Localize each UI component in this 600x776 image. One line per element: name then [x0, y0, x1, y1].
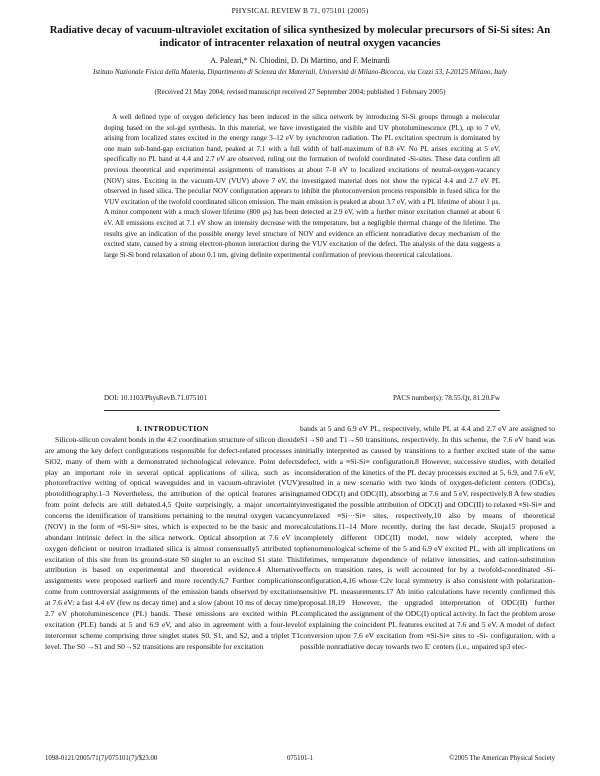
doi-link[interactable]: DOI: 10.1103/PhysRevB.71.075101 [104, 394, 207, 402]
pacs-numbers: PACS number(s): 78.55.Qr, 81.20.Fw [392, 394, 500, 402]
footer-issn: 1098-0121/2005/71(7)/075101(7)/$23.00 [45, 755, 158, 762]
abstract: A well defined type of oxygen deficiency has been induced in the silica network by introducing Si-Si groups through a molecular doping based on the sol-gel synthesis. In this material, we have investigated the visible and UV photoluminescence (PL), up to 7 eV, arising from localized states excited in the energy range 3–12 eV by synchrotron radiation. The PL excitation spectrum is dominated by one main sub-band-gap excitation band, peaked at 7.1 with a full width of half-maximum of 0.8 eV. No PL arises exciting at 5 eV, specifically no PL band at 4.4 and 2.7 eV are observed, ruling out the formation of twofold coordinated -Si-sites. These data confirm all previous theoretical and experimental assignments of transitions at about 7–8 eV to localized excitations of neutral-oxygen-vacancy (NOV) sites. Exciting in the vacuum-UV (VUV) above 7 eV, the investigated material does not show the typical 4.4 and 2.7 eV PL observed in fused silica. The peculiar NOV configuration appears to inhibit the photoconversion process responsible in fused silica for the VUV excitation of the twofold coordinated silicon emission. The main emission is peaked at about 3.7 eV, with a PL lifetime of about 1 μs. A minor component with a much slower lifetime (800 μs) has been detected at 2.9 eV, with a further minor excitation channel at about 6 eV. All emissions excited at 7.1 eV show an intensity decrease with the temperature, but a negligible thermal change of the lifetime. The results give an indication of the possible energy level structure of NOV and evidence an efficient nonradiative decay mechanism of the excited state, caused by a strong electron-phonon interaction during the VUV excitation of the defect. The analysis of the data suggests a large Si-Si bond relaxation of about 0.1 nm, giving definite experimental confirmation of previous theoretical calculations. [104, 113, 500, 259]
footer-copyright: ©2005 The American Physical Society [449, 755, 555, 762]
author-list: A. Paleari,* N. Chiodini, D. Di Martino, and F. Meinardi [210, 56, 390, 65]
right-column-text: bands at 5 and 6.9 eV PL, respectively, while PL at 4.4 and 2.7 eV are assigned to S1→S0 and T1→S0 transitions, respectively. In this scheme, the 7.6 eV band was initially interpreted as caused by transitions to a further excited state of the same defect, with a ≡Si-Si≡ configuration.8 However, successive studies, with detailed consideration of the kinetics of the PL decay processes excited at 5, 6.9, and 7.6 eV, resulted in a new scenario with two kinds of oxygen-deficient centers (ODCs), named ODC(I) and ODC(II), absorbing at 7.6 and 5 eV, respectively.8 A few studies investigated the possible attribution of ODC(I) and ODC(II) to relaxed ≡Si-Si≡ and unrelaxed ≡Si···Si≡ sites, respectively,10 also by means of theoretical calculations.11–14 More recently, during the last decade, Skuja15 proposed a completely different ODC(II) model, now widely accepted, where the phenomenological scheme of the 5 and 6.9 eV excited PL, with all implications on lifetimes, temperature dependence of relative intensities, and cation-substitution effects on transition rates, is well accounted for by a twofold-coordinated -Si- configuration,4,16 whose C2v local symmetry is also consistent with polarization-sensitive PL measurements.17 Ab initio calculations have recently confirmed this proposal.18,19 However, the upgraded interpretation of ODC(II) further complicated the assignment of the ODC(I) optical activity. In fact the problem arose of explaining the coincident PL features excited at 7.6 and 5 eV. A model of defect conversion upon 7.6 eV excitation from ≡Si-Si≡ sites to -Si- configuration, with a possible nonradiative decay towards two E′ centers (i.e., unpaired sp3 elec- [300, 424, 555, 651]
journal-header: PHYSICAL REVIEW B 71, 075101 (2005) [231, 6, 369, 15]
affiliation: Istituto Nazionale Fisica della Materia, Dipartimento di Scienza dei Materiali, Università di Milano-Bicocca, via Cozzi 53, I-20125 Milano, Italy [93, 68, 507, 76]
section-heading: I. INTRODUCTION [136, 424, 209, 433]
left-column [45, 424, 300, 652]
paper-title: Radiative decay of vacuum-ultraviolet excitation of silica synthesized by molecular precursors of Si-Si sites: An indicator of intracenter relaxation of neutral oxygen vacancies [49, 25, 551, 50]
divider [104, 410, 500, 411]
right-column [300, 424, 555, 652]
left-column-text: Silicon-silicon covalent bonds in the 4:2 coordination structure of silicon dioxide are among the key defect configurations responsible for defect-related processes in SiO2, many of them with a demonstrated technological relevance. Point defects play an important role in several optical applications of silica, such as in photorefractive writing of optical waveguides and in vacuum-ultraviolet (VUV) photolithography.1–3 Nevertheless, the attribution of the optical features arising from point defects are still debated.4,5 Quite surprisingly, a major uncertainty concerns the identification of transitions pertaining to the neutral oxygen vacancy (NOV) in the form of ≡Si-Si≡ sites, which is expected to be the basic and more abundant intrinsic defect in the silica network. Optical absorption at 7.6 eV in oxygen deficient or neutron irradiated silica is almost consensually5 attributed to excitation of this site from its ground-state S0 singlet to an excited S1 state. This attribution is based on experimental and theoretical evidence.4 Alternative assignments were proposed earlier6 and more recently.6,7 Further complications come from controversial assignments of the emission bands observed by excitation at 7.6 eV: a fast 4.4 eV (few ns decay time) and a slow (about 10 ms of decay time) 2.7 eV photoluminescence (PL) bands. These emissions are excited within PL excitation (PLE) bands at 5 and 6.9 eV, and also in agreement with a four-level intercenter scheme comprising three singlet states S0, S1, and S2, and a triplet T1 level. The S0 →S1 and S0→S2 transitions are responsible for excitation [45, 434, 300, 651]
footer-page-number: 075101-1 [286, 755, 314, 762]
received-dates: (Received 21 May 2004; revised manuscript received 27 September 2004; published 1 February 2005) [154, 88, 446, 96]
